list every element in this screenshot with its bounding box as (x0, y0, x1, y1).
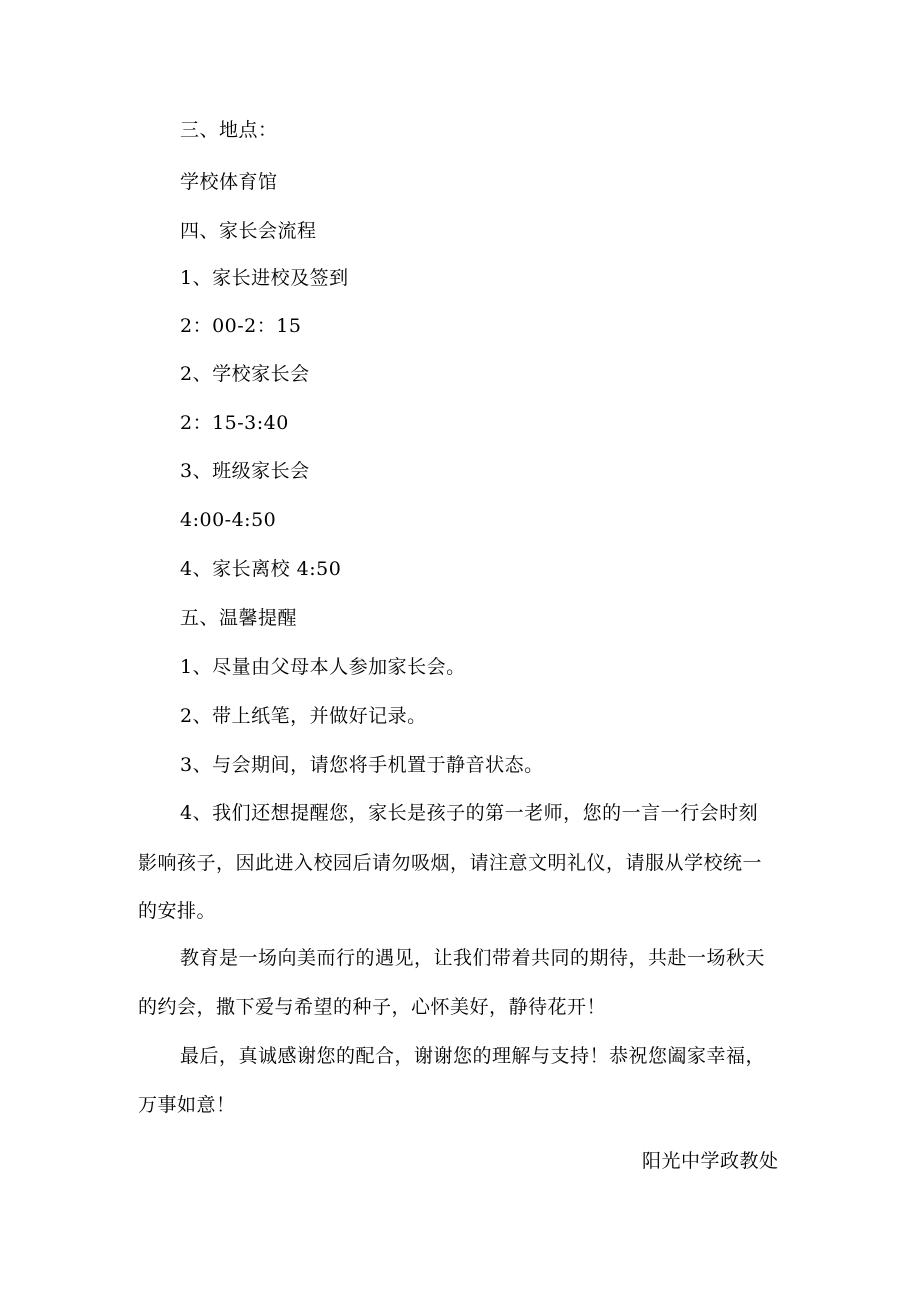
section-4-heading: 四、家长会流程 (180, 220, 317, 242)
agenda-step-1: 1、家长进校及签到 (180, 267, 349, 289)
location-text: 学校体育馆 (180, 171, 278, 193)
agenda-step-1-time: 2：00-2：15 (180, 315, 302, 337)
closing-paragraph-2-line-1: 最后，真诚感谢您的配合，谢谢您的理解与支持！恭祝您阖家幸福， (180, 1045, 766, 1067)
section-3-heading: 三、地点： (180, 119, 278, 141)
agenda-step-4: 4、家长离校 4:50 (180, 558, 342, 580)
signature: 阳光中学政教处 (642, 1150, 779, 1172)
agenda-step-2-time: 2：15-3:40 (180, 412, 289, 434)
section-5-heading: 五、温馨提醒 (180, 607, 298, 629)
closing-paragraph-1-line-1: 教育是一场向美而行的遇见，让我们带着共同的期待，共赴一场秋天 (180, 947, 766, 969)
closing-paragraph-2-line-2: 万事如意！ (138, 1094, 236, 1116)
agenda-step-3: 3、班级家长会 (180, 460, 310, 482)
reminder-4-line-3: 的安排。 (138, 900, 217, 922)
reminder-3: 3、与会期间，请您将手机置于静音状态。 (180, 754, 544, 776)
reminder-2: 2、带上纸笔，并做好记录。 (180, 705, 427, 727)
agenda-step-2: 2、学校家长会 (180, 363, 310, 385)
reminder-4-line-1: 4、我们还想提醒您，家长是孩子的第一老师，您的一言一行会时刻 (180, 802, 759, 824)
agenda-step-3-time: 4:00-4:50 (180, 509, 277, 531)
closing-paragraph-1-line-2: 的约会，撒下爱与希望的种子，心怀美好，静待花开！ (138, 996, 607, 1018)
reminder-4-line-2: 影响孩子，因此进入校园后请勿吸烟，请注意文明礼仪，请服从学校统一 (138, 852, 763, 874)
reminder-1: 1、尽量由父母本人参加家长会。 (180, 656, 466, 678)
